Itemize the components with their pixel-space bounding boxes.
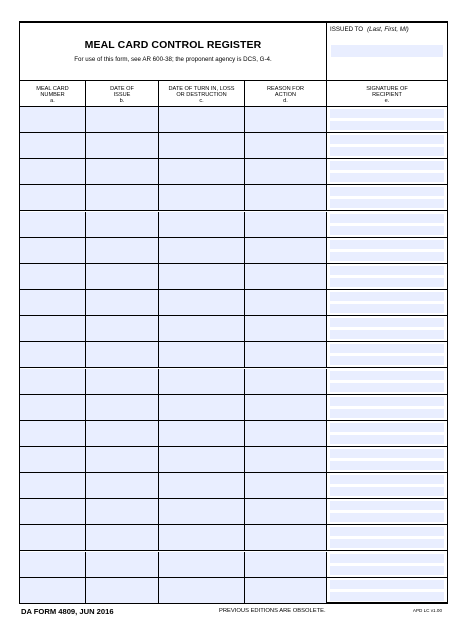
reason-for-action-field[interactable] <box>245 238 327 263</box>
column-header-signature-of-recipient <box>327 81 447 106</box>
date-of-issue-field[interactable] <box>86 473 159 498</box>
date-of-issue-field[interactable] <box>86 499 159 524</box>
column-header-letter: b. <box>119 98 125 104</box>
form-id: DA FORM 4809, JUN 2016 <box>21 607 114 616</box>
column-header-line1: SIGNATURE OF <box>366 86 408 92</box>
signature-cell <box>327 395 447 420</box>
meal-card-number-field[interactable] <box>20 238 86 263</box>
column-header-reason-for-action <box>245 81 327 106</box>
meal-card-number-field[interactable] <box>20 578 86 603</box>
signature-field[interactable] <box>330 539 444 548</box>
meal-card-number-field[interactable] <box>20 107 86 132</box>
issued-to-hint: (Last, First, MI) <box>367 26 409 33</box>
signature-field[interactable] <box>330 501 444 510</box>
signature-field[interactable] <box>330 135 444 144</box>
signature-cell <box>327 316 447 341</box>
signature-cell <box>327 290 447 315</box>
table-row <box>20 133 447 159</box>
signature-cell <box>327 578 447 603</box>
form-subtitle: For use of this form, see AR 600-38; the proponent agency is DCS, G-4. <box>74 56 272 63</box>
date-of-issue-field[interactable] <box>86 342 159 367</box>
reason-for-action-field[interactable] <box>245 107 327 132</box>
date-of-turn-in-field[interactable] <box>159 499 245 524</box>
reason-for-action-field[interactable] <box>245 473 327 498</box>
signature-field[interactable] <box>330 266 444 275</box>
column-header-meal-card-number <box>20 81 86 106</box>
signature-field[interactable] <box>330 109 444 118</box>
reason-for-action-field[interactable] <box>245 133 327 158</box>
meal-card-number-field[interactable] <box>20 185 86 210</box>
signature-cell <box>327 185 447 210</box>
signature-field[interactable] <box>330 356 444 365</box>
signature-field[interactable] <box>330 147 444 156</box>
signature-field[interactable] <box>330 173 444 182</box>
meal-card-number-field[interactable] <box>20 552 86 577</box>
title-block <box>20 23 327 81</box>
date-of-turn-in-field[interactable] <box>159 447 245 472</box>
signature-cell <box>327 133 447 158</box>
reason-for-action-field[interactable] <box>245 395 327 420</box>
reason-for-action-field[interactable] <box>245 447 327 472</box>
table-row <box>20 525 447 551</box>
date-of-issue-field[interactable] <box>86 447 159 472</box>
signature-field[interactable] <box>330 278 444 287</box>
signature-cell <box>327 342 447 367</box>
table-row <box>20 290 447 316</box>
signature-field[interactable] <box>330 344 444 353</box>
date-of-issue-field[interactable] <box>86 552 159 577</box>
date-of-issue-field[interactable] <box>86 264 159 289</box>
date-of-turn-in-field[interactable] <box>159 578 245 603</box>
signature-cell <box>327 369 447 394</box>
date-of-issue-field[interactable] <box>86 525 159 550</box>
date-of-turn-in-field[interactable] <box>159 185 245 210</box>
reason-for-action-field[interactable] <box>245 421 327 446</box>
table-row <box>20 159 447 185</box>
reason-for-action-field[interactable] <box>245 316 327 341</box>
date-of-turn-in-field[interactable] <box>159 316 245 341</box>
signature-field[interactable] <box>330 187 444 196</box>
signature-cell <box>327 238 447 263</box>
reason-for-action-field[interactable] <box>245 499 327 524</box>
signature-field[interactable] <box>330 161 444 170</box>
register-rows <box>20 107 447 604</box>
signature-field[interactable] <box>330 435 444 444</box>
meal-card-number-field[interactable] <box>20 525 86 550</box>
date-of-turn-in-field[interactable] <box>159 107 245 132</box>
signature-field[interactable] <box>330 527 444 536</box>
meal-card-register-form <box>19 21 448 604</box>
signature-field[interactable] <box>330 554 444 563</box>
signature-cell <box>327 212 447 237</box>
date-of-turn-in-field[interactable] <box>159 369 245 394</box>
meal-card-number-field[interactable] <box>20 316 86 341</box>
meal-card-number-field[interactable] <box>20 369 86 394</box>
table-row <box>20 369 447 395</box>
signature-field[interactable] <box>330 252 444 261</box>
table-row <box>20 447 447 473</box>
form-version: APD LC v1.00 <box>412 608 442 613</box>
column-header-date-of-turn-in <box>159 81 245 106</box>
meal-card-number-field[interactable] <box>20 342 86 367</box>
column-header-line1: DATE OF TURN IN, LOSS <box>168 86 235 92</box>
reason-for-action-field[interactable] <box>245 159 327 184</box>
meal-card-number-field[interactable] <box>20 264 86 289</box>
table-row <box>20 212 447 238</box>
reason-for-action-field[interactable] <box>245 342 327 367</box>
column-header-line2: OR DESTRUCTION <box>176 92 227 98</box>
form-footer <box>19 605 448 619</box>
reason-for-action-field[interactable] <box>245 290 327 315</box>
column-header-date-of-issue <box>86 81 159 106</box>
signature-field[interactable] <box>330 292 444 301</box>
signature-field[interactable] <box>330 330 444 339</box>
meal-card-number-field[interactable] <box>20 290 86 315</box>
signature-field[interactable] <box>330 121 444 130</box>
signature-cell <box>327 552 447 577</box>
issued-to-label-text: ISSUED TO <box>330 26 364 33</box>
date-of-issue-field[interactable] <box>86 395 159 420</box>
table-row <box>20 421 447 447</box>
meal-card-number-field[interactable] <box>20 212 86 237</box>
column-header-letter: d. <box>283 98 288 104</box>
signature-field[interactable] <box>330 304 444 313</box>
table-row <box>20 107 447 133</box>
date-of-turn-in-field[interactable] <box>159 395 245 420</box>
date-of-issue-field[interactable] <box>86 369 159 394</box>
reason-for-action-field[interactable] <box>245 552 327 577</box>
date-of-turn-in-field[interactable] <box>159 525 245 550</box>
signature-field[interactable] <box>330 226 444 235</box>
signature-field[interactable] <box>330 240 444 249</box>
signature-cell <box>327 264 447 289</box>
signature-field[interactable] <box>330 199 444 208</box>
table-row <box>20 395 447 421</box>
editions-note: PREVIOUS EDITIONS ARE OBSOLETE. <box>219 608 326 614</box>
signature-field[interactable] <box>330 449 444 458</box>
date-of-turn-in-field[interactable] <box>159 342 245 367</box>
column-header-line2: RECIPIENT <box>372 92 402 98</box>
signature-field[interactable] <box>330 409 444 418</box>
table-row <box>20 473 447 499</box>
date-of-issue-field[interactable] <box>86 578 159 603</box>
table-row <box>20 499 447 525</box>
column-header-line2: ACTION <box>274 92 297 98</box>
date-of-issue-field[interactable] <box>86 212 159 237</box>
form-title: MEAL CARD CONTROL REGISTER <box>84 39 262 51</box>
date-of-turn-in-field[interactable] <box>159 421 245 446</box>
signature-cell <box>327 525 447 550</box>
date-of-issue-field[interactable] <box>86 133 159 158</box>
issued-to-field[interactable] <box>331 45 443 57</box>
signature-cell <box>327 107 447 132</box>
signature-field[interactable] <box>330 475 444 484</box>
table-row <box>20 316 447 342</box>
date-of-turn-in-field[interactable] <box>159 290 245 315</box>
column-header-line2: NUMBER <box>40 92 65 98</box>
signature-field[interactable] <box>330 487 444 496</box>
signature-field[interactable] <box>330 566 444 575</box>
date-of-turn-in-field[interactable] <box>159 473 245 498</box>
meal-card-number-field[interactable] <box>20 133 86 158</box>
column-header-line1: DATE OF <box>110 86 134 92</box>
date-of-issue-field[interactable] <box>86 290 159 315</box>
date-of-issue-field[interactable] <box>86 159 159 184</box>
reason-for-action-field[interactable] <box>245 212 327 237</box>
date-of-issue-field[interactable] <box>86 421 159 446</box>
issued-to-block <box>327 23 447 81</box>
date-of-issue-field[interactable] <box>86 107 159 132</box>
column-header-letter: c. <box>199 98 204 104</box>
table-row <box>20 578 447 604</box>
signature-cell <box>327 447 447 472</box>
meal-card-number-field[interactable] <box>20 473 86 498</box>
issued-to-label <box>330 26 409 33</box>
signature-field[interactable] <box>330 423 444 432</box>
meal-card-number-field[interactable] <box>20 447 86 472</box>
date-of-turn-in-field[interactable] <box>159 238 245 263</box>
table-row <box>20 342 447 368</box>
signature-cell <box>327 473 447 498</box>
signature-field[interactable] <box>330 513 444 522</box>
reason-for-action-field[interactable] <box>245 578 327 603</box>
reason-for-action-field[interactable] <box>245 369 327 394</box>
signature-cell <box>327 159 447 184</box>
date-of-issue-field[interactable] <box>86 316 159 341</box>
signature-field[interactable] <box>330 214 444 223</box>
table-row <box>20 264 447 290</box>
date-of-issue-field[interactable] <box>86 185 159 210</box>
signature-field[interactable] <box>330 461 444 470</box>
signature-field[interactable] <box>330 318 444 327</box>
date-of-turn-in-field[interactable] <box>159 212 245 237</box>
signature-field[interactable] <box>330 383 444 392</box>
meal-card-number-field[interactable] <box>20 421 86 446</box>
meal-card-number-field[interactable] <box>20 499 86 524</box>
signature-cell <box>327 499 447 524</box>
date-of-issue-field[interactable] <box>86 238 159 263</box>
signature-field[interactable] <box>330 397 444 406</box>
table-row <box>20 238 447 264</box>
signature-field[interactable] <box>330 580 444 589</box>
meal-card-number-field[interactable] <box>20 159 86 184</box>
signature-cell <box>327 421 447 446</box>
reason-for-action-field[interactable] <box>245 525 327 550</box>
table-row <box>20 552 447 578</box>
signature-field[interactable] <box>330 592 444 601</box>
reason-for-action-field[interactable] <box>245 264 327 289</box>
date-of-turn-in-field[interactable] <box>159 264 245 289</box>
date-of-turn-in-field[interactable] <box>159 159 245 184</box>
column-header-letter: e. <box>384 98 390 104</box>
date-of-turn-in-field[interactable] <box>159 133 245 158</box>
column-header-line1: REASON FOR <box>267 86 304 92</box>
table-row <box>20 185 447 211</box>
column-header-line2: ISSUE <box>113 92 131 98</box>
meal-card-number-field[interactable] <box>20 395 86 420</box>
signature-field[interactable] <box>330 371 444 380</box>
date-of-turn-in-field[interactable] <box>159 552 245 577</box>
column-header-row <box>20 81 447 107</box>
reason-for-action-field[interactable] <box>245 185 327 210</box>
column-header-line1: MEAL CARD <box>36 86 69 92</box>
column-header-letter: a. <box>50 98 55 104</box>
